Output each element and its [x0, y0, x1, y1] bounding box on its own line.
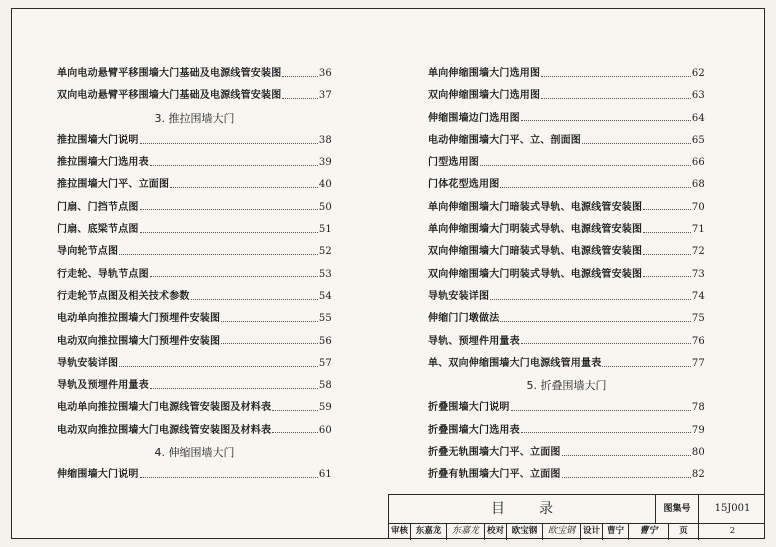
page-label: 页: [669, 523, 699, 540]
leader-dots: [582, 143, 691, 144]
toc-entry-title: 折叠围墙大门选用表: [428, 424, 520, 436]
toc-entry[interactable]: [428, 63, 705, 85]
leader-dots: [221, 321, 318, 322]
toc-entry[interactable]: [428, 130, 705, 152]
toc-entry[interactable]: [57, 353, 332, 375]
toc-entry[interactable]: [428, 353, 705, 375]
atlas-number: 15J001: [714, 503, 751, 514]
toc-entry-title: 电动单向推拉围墙大门预埋件安装图: [57, 313, 221, 325]
leader-dots: [191, 299, 318, 300]
leader-dots: [480, 165, 691, 166]
toc-entry-page: 70: [691, 201, 705, 213]
leader-dots: [221, 343, 318, 344]
toc-entry-title: 导向轮节点图: [57, 246, 119, 258]
toc-entry-title: 电动伸缩围墙大门平、立、剖面图: [428, 134, 581, 146]
toc-entry-title: 行走轮、导轨节点图: [57, 268, 149, 280]
toc-entry-title: 单向伸缩围墙大门选用图: [428, 68, 541, 79]
toc-entry-title: 单、双向伸缩围墙大门电源线管用量表: [428, 357, 602, 369]
toc-section-heading: 5. 折叠围墙大门: [526, 379, 607, 393]
toc-entry[interactable]: [428, 264, 705, 286]
atlas-label: 图集号: [656, 495, 699, 523]
toc-section-heading: 3. 推拉围墙大门: [154, 111, 235, 125]
toc-entry-page: 52: [318, 246, 332, 258]
toc-entry-page: 38: [318, 134, 332, 146]
leader-dots: [602, 366, 690, 367]
toc-entry[interactable]: [428, 152, 705, 174]
toc-right-column: [428, 63, 705, 487]
page-number: 2: [729, 526, 736, 536]
leader-dots: [140, 477, 318, 478]
toc-entry-page: 55: [318, 313, 332, 325]
toc-entry[interactable]: [428, 85, 705, 107]
toc-entry-page: 62: [691, 68, 705, 79]
toc-entry-page: 73: [691, 268, 705, 280]
leader-dots: [282, 98, 317, 99]
toc-entry-title: 折叠无轨围墙大门平、立面图: [428, 447, 561, 459]
toc-entry-page: 74: [691, 290, 705, 302]
toc-entry[interactable]: [428, 241, 705, 263]
leader-dots: [282, 76, 317, 77]
leader-dots: [119, 254, 318, 255]
toc-entry-title: 门体花型选用图: [428, 179, 500, 191]
toc-entry[interactable]: [57, 152, 332, 174]
toc-entry[interactable]: [57, 241, 332, 263]
toc-entry-title: 导轨、预埋件用量表: [428, 335, 520, 347]
leader-dots: [643, 232, 691, 233]
leader-dots: [541, 98, 691, 99]
reviewer-signature: 东嘉龙: [447, 523, 485, 540]
toc-entry-title: 电动单向推拉围墙大门电源线管安装图及材料表: [57, 402, 272, 414]
toc-section-heading: 4. 伸缩围墙大门: [154, 446, 235, 460]
toc-entry-title: 伸缩围墙大门说明: [57, 469, 139, 481]
leader-dots: [521, 343, 691, 344]
toc-entry-page: 57: [318, 357, 332, 369]
leader-dots: [490, 299, 691, 300]
leader-dots: [150, 276, 318, 277]
toc-entry-page: 50: [318, 201, 332, 213]
toc-entry-page: 53: [318, 268, 332, 280]
toc-entry[interactable]: [57, 63, 332, 85]
toc-entry-title: 推拉围墙大门平、立面图: [57, 179, 170, 191]
toc-entry-title: 推拉围墙大门说明: [57, 134, 139, 146]
leader-dots: [150, 388, 318, 389]
toc-entry-page: 80: [691, 447, 705, 459]
toc-entry[interactable]: [57, 197, 332, 219]
checker-name: 欧宝钢: [507, 523, 543, 540]
title-block: [388, 494, 765, 539]
leader-dots: [140, 232, 318, 233]
leader-dots: [521, 432, 691, 433]
toc-entry[interactable]: [428, 397, 705, 419]
leader-dots: [272, 410, 318, 411]
checker-signature: 欧宝钢: [543, 523, 581, 540]
toc-entry-title: 导轨安装详图: [428, 290, 490, 302]
toc-entry-title: 折叠有轨围墙大门平、立面图: [428, 469, 561, 481]
toc-entry[interactable]: [428, 331, 705, 353]
toc-left-column: [57, 63, 332, 487]
design-label: 设计: [581, 523, 603, 540]
leader-dots: [500, 187, 690, 188]
toc-entry-page: 71: [691, 224, 705, 236]
toc-entry[interactable]: [57, 174, 332, 196]
toc-entry-title: 导轨及预埋件用量表: [57, 380, 149, 392]
leader-dots: [521, 120, 691, 121]
leader-dots: [150, 165, 318, 166]
toc-entry-title: 双向电动悬臂平移围墙大门基础及电源线管安装图: [57, 90, 282, 102]
toc-entry-title: 单向伸缩围墙大门明装式导轨、电源线管安装图: [428, 224, 643, 236]
toc-entry[interactable]: [57, 375, 332, 397]
toc-entry[interactable]: [428, 464, 705, 486]
toc-entry[interactable]: [428, 108, 705, 130]
toc-entry-title: 门型选用图: [428, 157, 479, 169]
toc-entry-page: 64: [691, 112, 705, 124]
toc-entry-page: 76: [691, 335, 705, 347]
toc-entry[interactable]: [57, 420, 332, 442]
toc-entry-page: 51: [318, 224, 332, 236]
sheet-title: 目录: [389, 495, 656, 523]
toc-entry-page: 68: [691, 179, 705, 191]
toc-entry-title: 行走轮节点图及相关技术参数: [57, 290, 190, 302]
toc-entry-title: 双向伸缩围墙大门暗装式导轨、电源线管安装图: [428, 246, 643, 258]
toc-entry-page: 66: [691, 157, 705, 169]
leader-dots: [643, 209, 691, 210]
toc-entry-page: 79: [691, 424, 705, 436]
toc-entry[interactable]: [428, 219, 705, 241]
toc-entry[interactable]: [57, 464, 332, 486]
toc-entry[interactable]: [57, 85, 332, 107]
toc-entry-title: 电动双向推拉围墙大门电源线管安装图及材料表: [57, 424, 272, 436]
toc-entry-page: 75: [691, 313, 705, 325]
toc-entry[interactable]: [57, 219, 332, 241]
toc-entry-page: 36: [318, 68, 332, 79]
toc-entry-title: 双向伸缩围墙大门明装式导轨、电源线管安装图: [428, 268, 643, 280]
toc-entry-page: 58: [318, 380, 332, 392]
leader-dots: [500, 321, 690, 322]
toc-entry[interactable]: [57, 331, 332, 353]
leader-dots: [643, 276, 691, 277]
toc-entry-title: 推拉围墙大门选用表: [57, 157, 149, 169]
toc-entry-title: 折叠围墙大门说明: [428, 402, 510, 414]
toc-entry[interactable]: [57, 130, 332, 152]
toc-entry[interactable]: [428, 174, 705, 196]
toc-entry-title: 单向电动悬臂平移围墙大门基础及电源线管安装图: [57, 68, 282, 79]
toc-entry[interactable]: [428, 308, 705, 330]
toc-entry-page: 61: [318, 469, 332, 481]
toc-entry-page: 60: [318, 424, 332, 436]
toc-entry-page: 59: [318, 402, 332, 414]
toc-entry-page: 54: [318, 290, 332, 302]
toc-entry[interactable]: [428, 420, 705, 442]
toc-entry-page: 39: [318, 157, 332, 169]
toc-entry-page: 63: [691, 90, 705, 102]
leader-dots: [562, 455, 691, 456]
toc-entry[interactable]: [57, 308, 332, 330]
leader-dots: [170, 187, 318, 188]
toc-entry-page: 40: [318, 179, 332, 191]
toc-entry-page: 78: [691, 402, 705, 414]
toc-entry-title: 伸缩门门墩做法: [428, 313, 500, 325]
toc-entry-page: 65: [691, 134, 705, 146]
toc-entry-page: 72: [691, 246, 705, 258]
toc-entry-page: 77: [691, 357, 705, 369]
toc-entry-title: 单向伸缩围墙大门暗装式导轨、电源线管安装图: [428, 201, 643, 213]
toc-entry[interactable]: [57, 397, 332, 419]
toc-entry-page: 37: [318, 90, 332, 102]
toc-entry[interactable]: [428, 442, 705, 464]
toc-entry-page: 82: [691, 469, 705, 481]
toc-entry-title: 门扇、门挡节点图: [57, 201, 139, 213]
toc-entry[interactable]: [57, 286, 332, 308]
check-label: 校对: [485, 523, 507, 540]
toc-entry-title: 电动双向推拉围墙大门预埋件安装图: [57, 335, 221, 347]
toc-entry-title: 双向伸缩围墙大门选用图: [428, 90, 541, 102]
leader-dots: [140, 209, 318, 210]
leader-dots: [643, 254, 691, 255]
toc-entry[interactable]: [428, 197, 705, 219]
reviewer-name: 东嘉龙: [411, 523, 447, 540]
designer-signature: 曹宁: [629, 523, 669, 540]
leader-dots: [511, 410, 691, 411]
toc-entry-title: 门扇、底梁节点图: [57, 224, 139, 236]
toc-entry[interactable]: [57, 264, 332, 286]
leader-dots: [272, 432, 318, 433]
leader-dots: [140, 143, 318, 144]
toc-entry-title: 导轨安装详图: [57, 357, 119, 369]
toc-entry[interactable]: [428, 286, 705, 308]
leader-dots: [119, 366, 318, 367]
leader-dots: [541, 76, 691, 77]
leader-dots: [562, 477, 691, 478]
toc-entry-page: 56: [318, 335, 332, 347]
review-label: 审核: [389, 523, 411, 540]
designer-name: 曹宁: [603, 523, 629, 540]
toc-entry-title: 伸缩围墙边门选用图: [428, 112, 520, 124]
